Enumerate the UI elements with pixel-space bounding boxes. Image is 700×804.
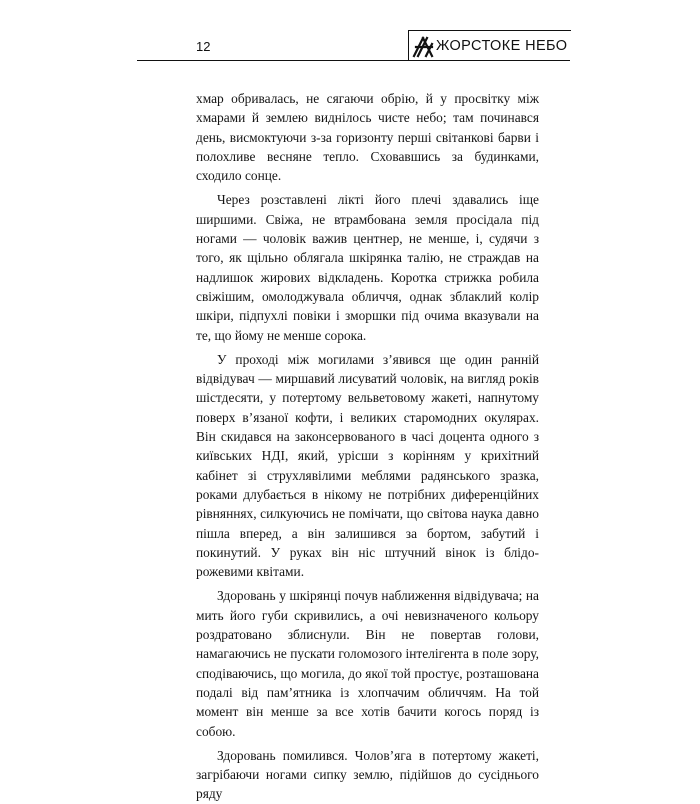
body-text [196, 89, 539, 804]
paragraph: Здоровань у шкірянці почув наближення відвідувача; на мить його губи скривились, а очі невизначеного кольору роздратовано зблиснули. Він не повертав голови, намагаючись не пускати голомозого інтелігента в поле зору, сподіваючись, що могила, до якої той простує, розташована подалі від пам’ятника із хлопчачим обличчям. На той момент він менше за все хотів бачити когось поряд із собою. [196, 588, 539, 739]
running-head [408, 30, 571, 61]
paragraph: хмар обривалась, не сягаючи обрію, й у просвітку між хмарами й землею виднілось чисте небо; там починався день, висмоктуючи з-за горизонту перші світанкові барви і полохливе весняне тепло. Сховавшись за будинками, сходило сонце. [196, 91, 539, 184]
paragraph: Здоровань помилився. Чолов’яга в потертому жакеті, загрібаючи ногами сипку землю, підійшов до сусіднього ряду [196, 747, 539, 802]
paragraph: У проході між могилами з’явився ще один ранній відвідувач — миршавий лисуватий чоловік, на вигляд років шістдесяти, у потертому вельветовому жакеті, напнутому поверх в’язаної кофти, і великих старомодних окулярах. Він скидався на законсервованого в часі доцента одного з київських НДІ, який, урісши з корінням у крихітний кабінет зі струхлявілими меблями радянського зразка, роками длубається в нікому не потрібних диференційних рівняннях, силкуючись не помічати, що світова наука давно пішла вперед, а він залишився за бортом, забутий і покинутий. У руках він ніс штучний вінок із блідо-рожевими квітами. [196, 351, 539, 580]
paragraph: Через розставлені лікті його плечі здавались іще ширшими. Свіжа, не втрамбована земля просідала під ногами — чоловік важив центнер, не менше, і, судячи з того, як щільно облягала шкірянка талію, не страждав на надлишок жирових відкладень. Коротка стрижка робила свіжішим, омолоджувала обличчя, однак зблаклий колір шкіри, підпухлі повіки і зморшки під очима вказували на те, що йому не менше сорока. [196, 192, 539, 343]
book-title: ЖОРСТОКЕ НЕБО [436, 38, 568, 54]
publisher-logo-icon [412, 34, 434, 58]
page-number: 12 [196, 39, 211, 54]
